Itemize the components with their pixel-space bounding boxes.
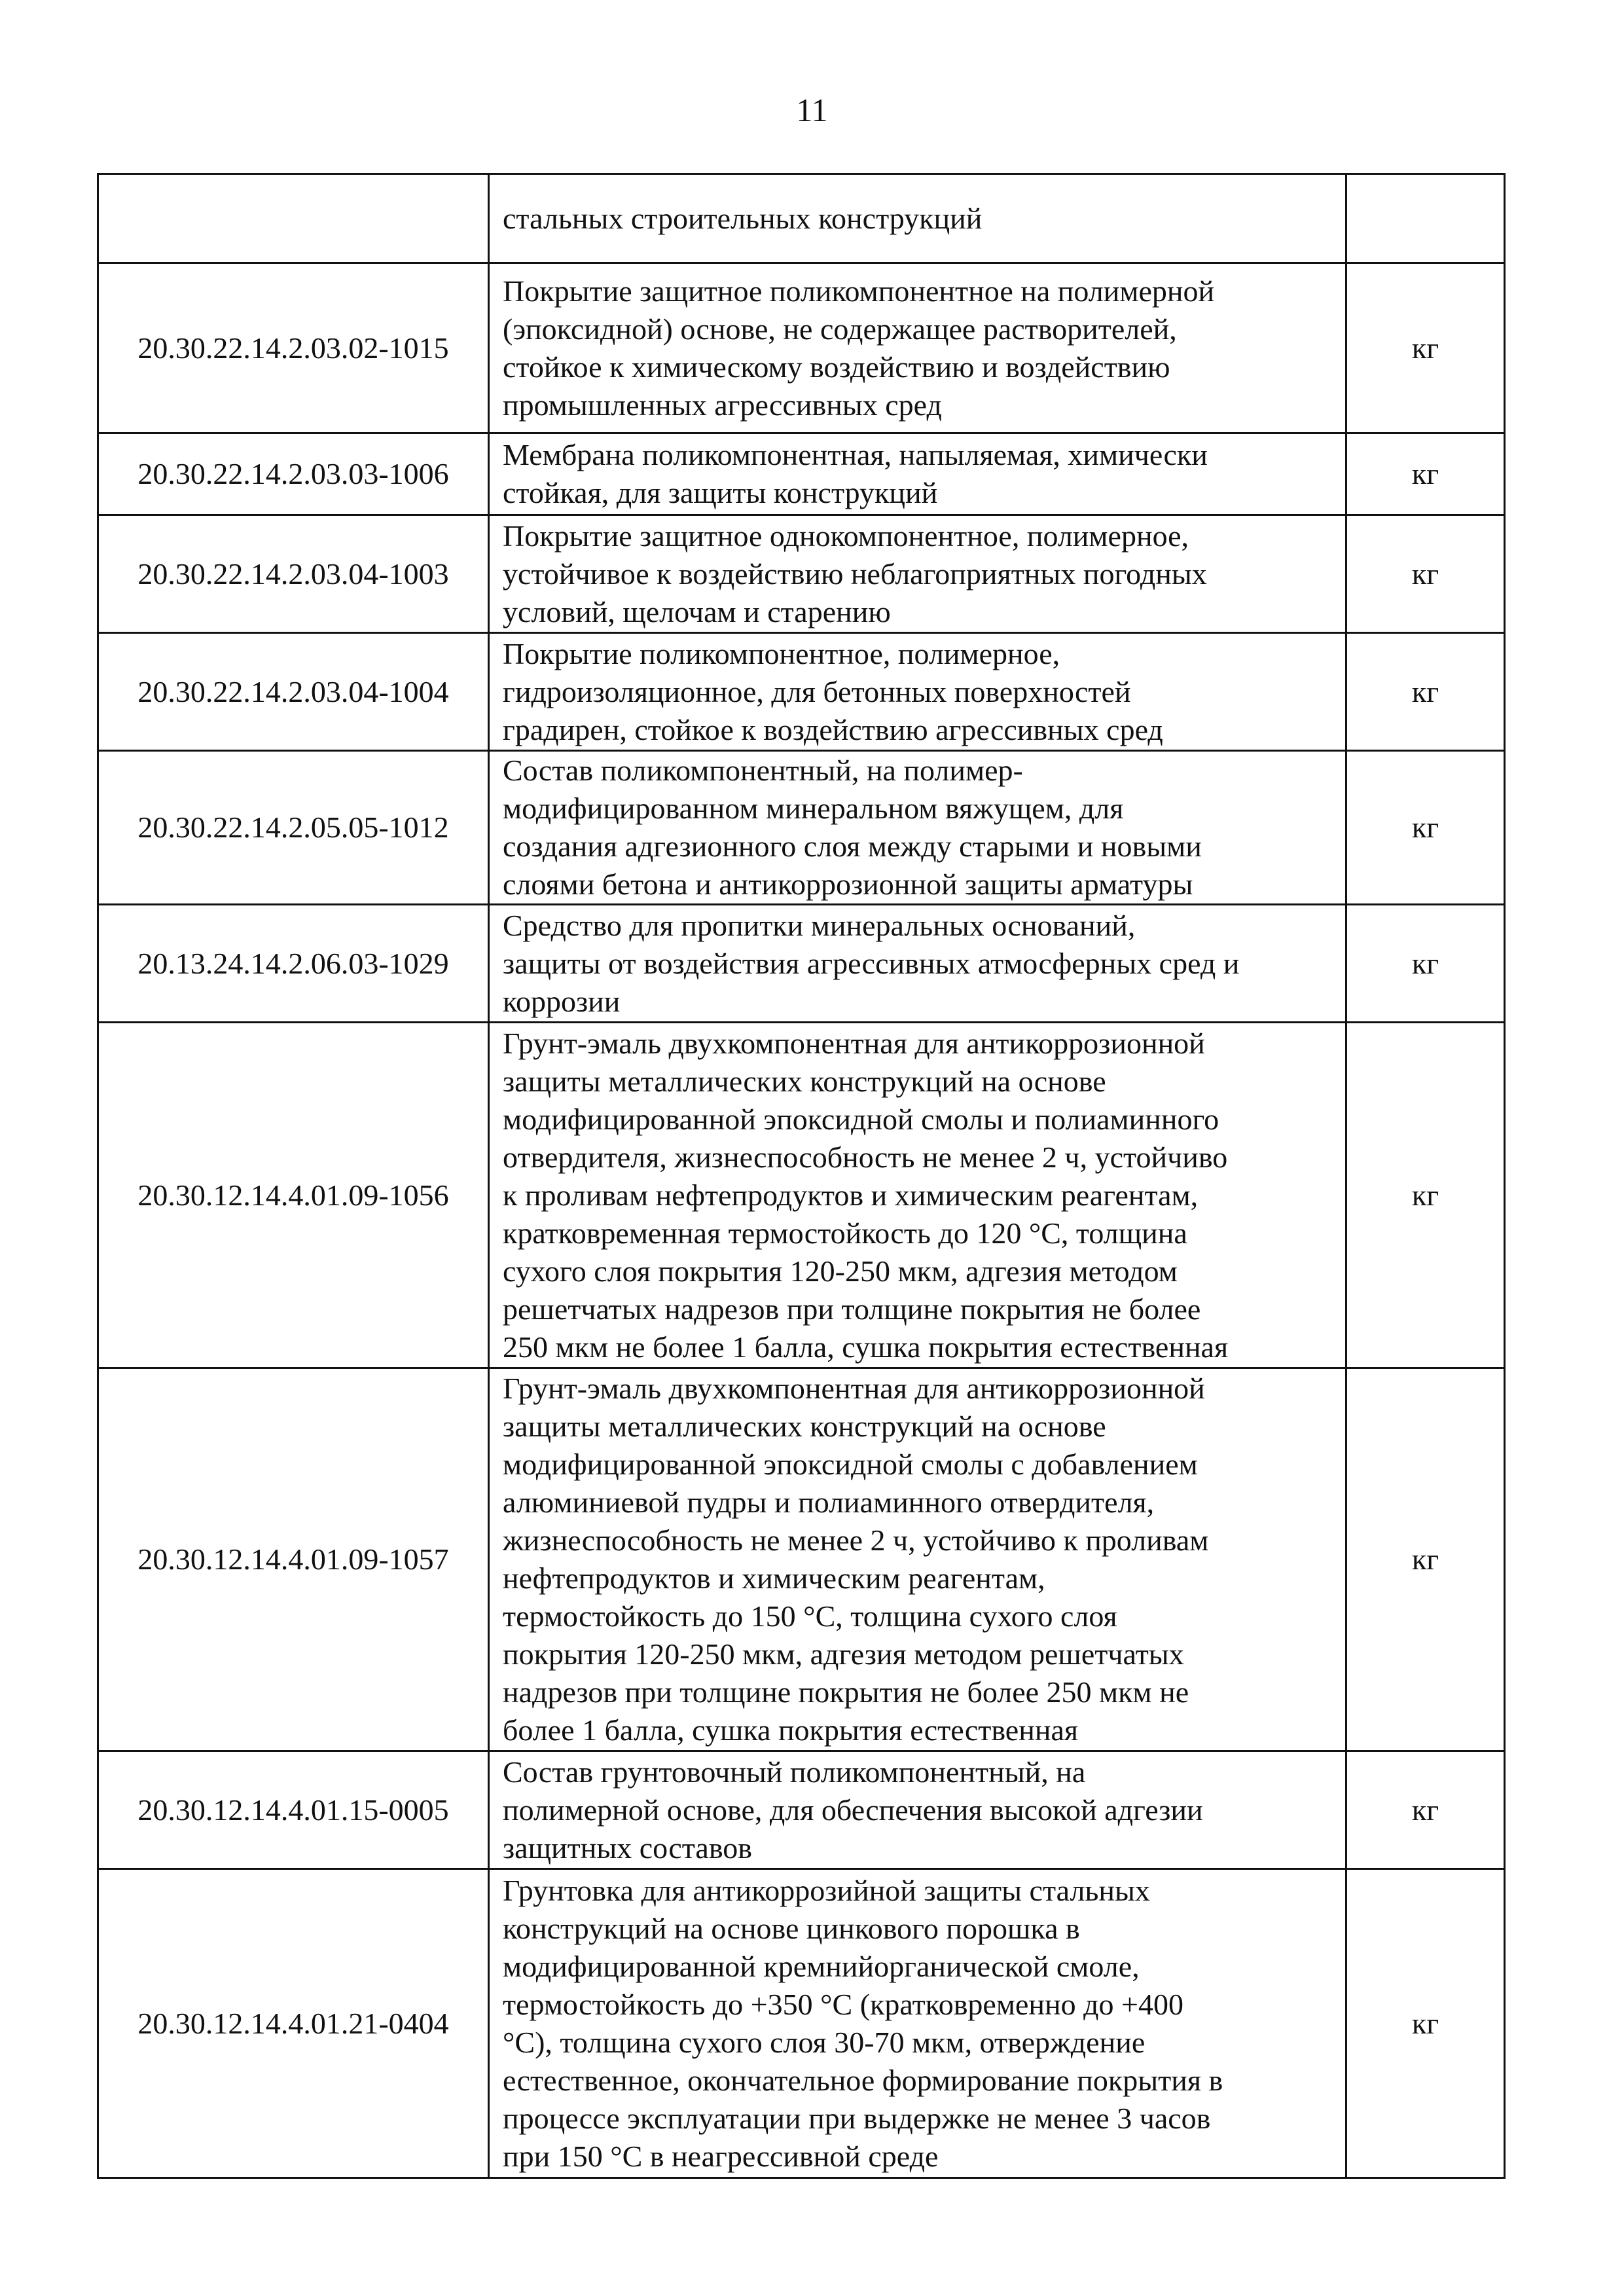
- table-row: [98, 1751, 1505, 1869]
- unit-of-measure: [1346, 174, 1505, 263]
- resource-code: 20.30.12.14.4.01.21-0404: [98, 1869, 489, 2178]
- table-row: [98, 905, 1505, 1023]
- description-line: Средство для пропитки минеральных оснований,: [503, 908, 1136, 942]
- description-line: термостойкость до +350 °С (кратковременно до +400: [503, 1987, 1183, 2021]
- table-row: [98, 174, 1505, 263]
- description-line: покрытия 120-250 мкм, адгезия методом решетчатых: [503, 1637, 1184, 1671]
- description-line: полимерной основе, для обеспечения высокой адгезии: [503, 1793, 1203, 1827]
- unit-of-measure: кг: [1346, 1869, 1505, 2178]
- description-line: нефтепродуктов и химическим реагентам,: [503, 1561, 1045, 1595]
- unit-of-measure: кг: [1346, 751, 1505, 905]
- description-line: Грунт-эмаль двухкомпонентная для антикоррозионной: [503, 1026, 1205, 1060]
- description-line: процессе эксплуатации при выдержке не менее 3 часов: [503, 2101, 1211, 2135]
- resource-code: 20.30.22.14.2.03.04-1004: [98, 633, 489, 751]
- description-line: модифицированной эпоксидной смолы с добавлением: [503, 1448, 1198, 1481]
- description-line: к проливам нефтепродуктов и химическим реагентам,: [503, 1178, 1199, 1212]
- table-row: [98, 633, 1505, 751]
- unit-of-measure: кг: [1346, 433, 1505, 515]
- resource-description: [489, 905, 1346, 1023]
- resource-description: [489, 1023, 1346, 1368]
- resource-code: 20.30.12.14.4.01.15-0005: [98, 1751, 489, 1869]
- description-line: условий, щелочам и старению: [503, 594, 891, 629]
- description-line: Состав поликомпонентный, на полимер-: [503, 754, 1023, 787]
- unit-of-measure: кг: [1346, 1023, 1505, 1368]
- table-row: [98, 515, 1505, 633]
- description-line: °С), толщина сухого слоя 30-70 мкм, отверждение: [503, 2025, 1146, 2059]
- description-line: отвердителя, жизнеспособность не менее 2 ч, устойчиво: [503, 1140, 1228, 1174]
- description-line: Мембрана поликомпонентная, напыляемая, химически: [503, 438, 1208, 471]
- description-line: стойкая, для защиты конструкций: [503, 476, 938, 509]
- description-line: модифицированной кремнийорганической смоле,: [503, 1949, 1140, 1983]
- resource-table: [97, 173, 1506, 2179]
- unit-of-measure: кг: [1346, 263, 1505, 433]
- description-line: Покрытие поликомпонентное, полимерное,: [503, 636, 1060, 670]
- resource-code: [98, 174, 489, 263]
- table-row: [98, 263, 1505, 433]
- description-line: жизнеспособность не менее 2 ч, устойчиво к проливам: [503, 1523, 1209, 1557]
- unit-of-measure: кг: [1346, 515, 1505, 633]
- resource-description: [489, 1751, 1346, 1869]
- unit-of-measure: кг: [1346, 633, 1505, 751]
- description-line: кратковременная термостойкость до 120 °С, толщина: [503, 1216, 1187, 1250]
- description-line: защиты металлических конструкций на основе: [503, 1064, 1106, 1098]
- description-line: Состав грунтовочный поликомпонентный, на: [503, 1755, 1086, 1789]
- description-line: (эпоксидной) основе, не содержащее растворителей,: [503, 312, 1177, 346]
- description-line: Покрытие защитное поликомпонентное на полимерной: [503, 274, 1215, 308]
- description-line: защитных составов: [503, 1831, 752, 1865]
- resource-description: [489, 174, 1346, 263]
- unit-of-measure: кг: [1346, 1751, 1505, 1869]
- description-line: защиты от воздействия агрессивных атмосферных сред и: [503, 946, 1240, 980]
- description-line: стальных строительных конструкций: [503, 201, 983, 235]
- resource-code: 20.30.12.14.4.01.09-1057: [98, 1368, 489, 1751]
- resource-code: 20.30.12.14.4.01.09-1056: [98, 1023, 489, 1368]
- description-line: более 1 балла, сушка покрытия естественная: [503, 1713, 1079, 1747]
- resource-description: [489, 1869, 1346, 2178]
- description-line: коррозии: [503, 984, 621, 1018]
- description-line: защиты металлических конструкций на основе: [503, 1410, 1106, 1443]
- resource-code: 20.30.22.14.2.03.02-1015: [98, 263, 489, 433]
- table-row: [98, 1869, 1505, 2178]
- description-line: гидроизоляционное, для бетонных поверхностей: [503, 674, 1131, 708]
- resource-description: [489, 433, 1346, 515]
- table-row: [98, 1023, 1505, 1368]
- resource-description: [489, 751, 1346, 905]
- description-line: создания адгезионного слоя между старыми и новыми: [503, 829, 1202, 863]
- unit-of-measure: кг: [1346, 905, 1505, 1023]
- resource-description: [489, 633, 1346, 751]
- description-line: алюминиевой пудры и полиаминного отвердителя,: [503, 1485, 1155, 1519]
- description-line: естественное, окончательное формирование покрытия в: [503, 2063, 1223, 2097]
- description-line: 250 мкм не более 1 балла, сушка покрытия естественная: [503, 1330, 1229, 1364]
- description-line: градирен, стойкое к воздействию агрессивных сред: [503, 712, 1163, 746]
- resource-code: 20.30.22.14.2.05.05-1012: [98, 751, 489, 905]
- resource-code: 20.30.22.14.2.03.04-1003: [98, 515, 489, 633]
- resource-code: 20.13.24.14.2.06.03-1029: [98, 905, 489, 1023]
- table-row: [98, 433, 1505, 515]
- description-line: модифицированной эпоксидной смолы и полиаминного: [503, 1102, 1219, 1136]
- description-line: сухого слоя покрытия 120-250 мкм, адгезия методом: [503, 1254, 1178, 1288]
- unit-of-measure: кг: [1346, 1368, 1505, 1751]
- description-line: промышленных агрессивных сред: [503, 388, 942, 422]
- description-line: стойкое к химическому воздействию и воздействию: [503, 350, 1170, 384]
- table-row: [98, 751, 1505, 905]
- resource-description: [489, 1368, 1346, 1751]
- description-line: слоями бетона и антикоррозионной защиты арматуры: [503, 867, 1193, 901]
- description-line: конструкций на основе цинкового порошка в: [503, 1911, 1080, 1945]
- description-line: Покрытие защитное однокомпонентное, полимерное,: [503, 519, 1189, 553]
- description-line: Грунт-эмаль двухкомпонентная для антикоррозионной: [503, 1372, 1205, 1405]
- resource-code: 20.30.22.14.2.03.03-1006: [98, 433, 489, 515]
- description-line: Грунтовка для антикоррозийной защиты стальных: [503, 1873, 1150, 1907]
- description-line: решетчатых надрезов при толщине покрытия не более: [503, 1292, 1201, 1326]
- description-line: модифицированном минеральном вяжущем, для: [503, 792, 1124, 825]
- resource-description: [489, 263, 1346, 433]
- description-line: устойчивое к воздействию неблагоприятных погодных: [503, 556, 1207, 591]
- description-line: термостойкость до 150 °С, толщина сухого слоя: [503, 1599, 1117, 1633]
- resource-description: [489, 515, 1346, 633]
- table-row: [98, 1368, 1505, 1751]
- page-number: 11: [796, 92, 828, 128]
- resource-table-body: [98, 174, 1505, 2178]
- description-line: надрезов при толщине покрытия не более 250 мкм не: [503, 1675, 1189, 1709]
- description-line: при 150 °С в неагрессивной среде: [503, 2139, 939, 2173]
